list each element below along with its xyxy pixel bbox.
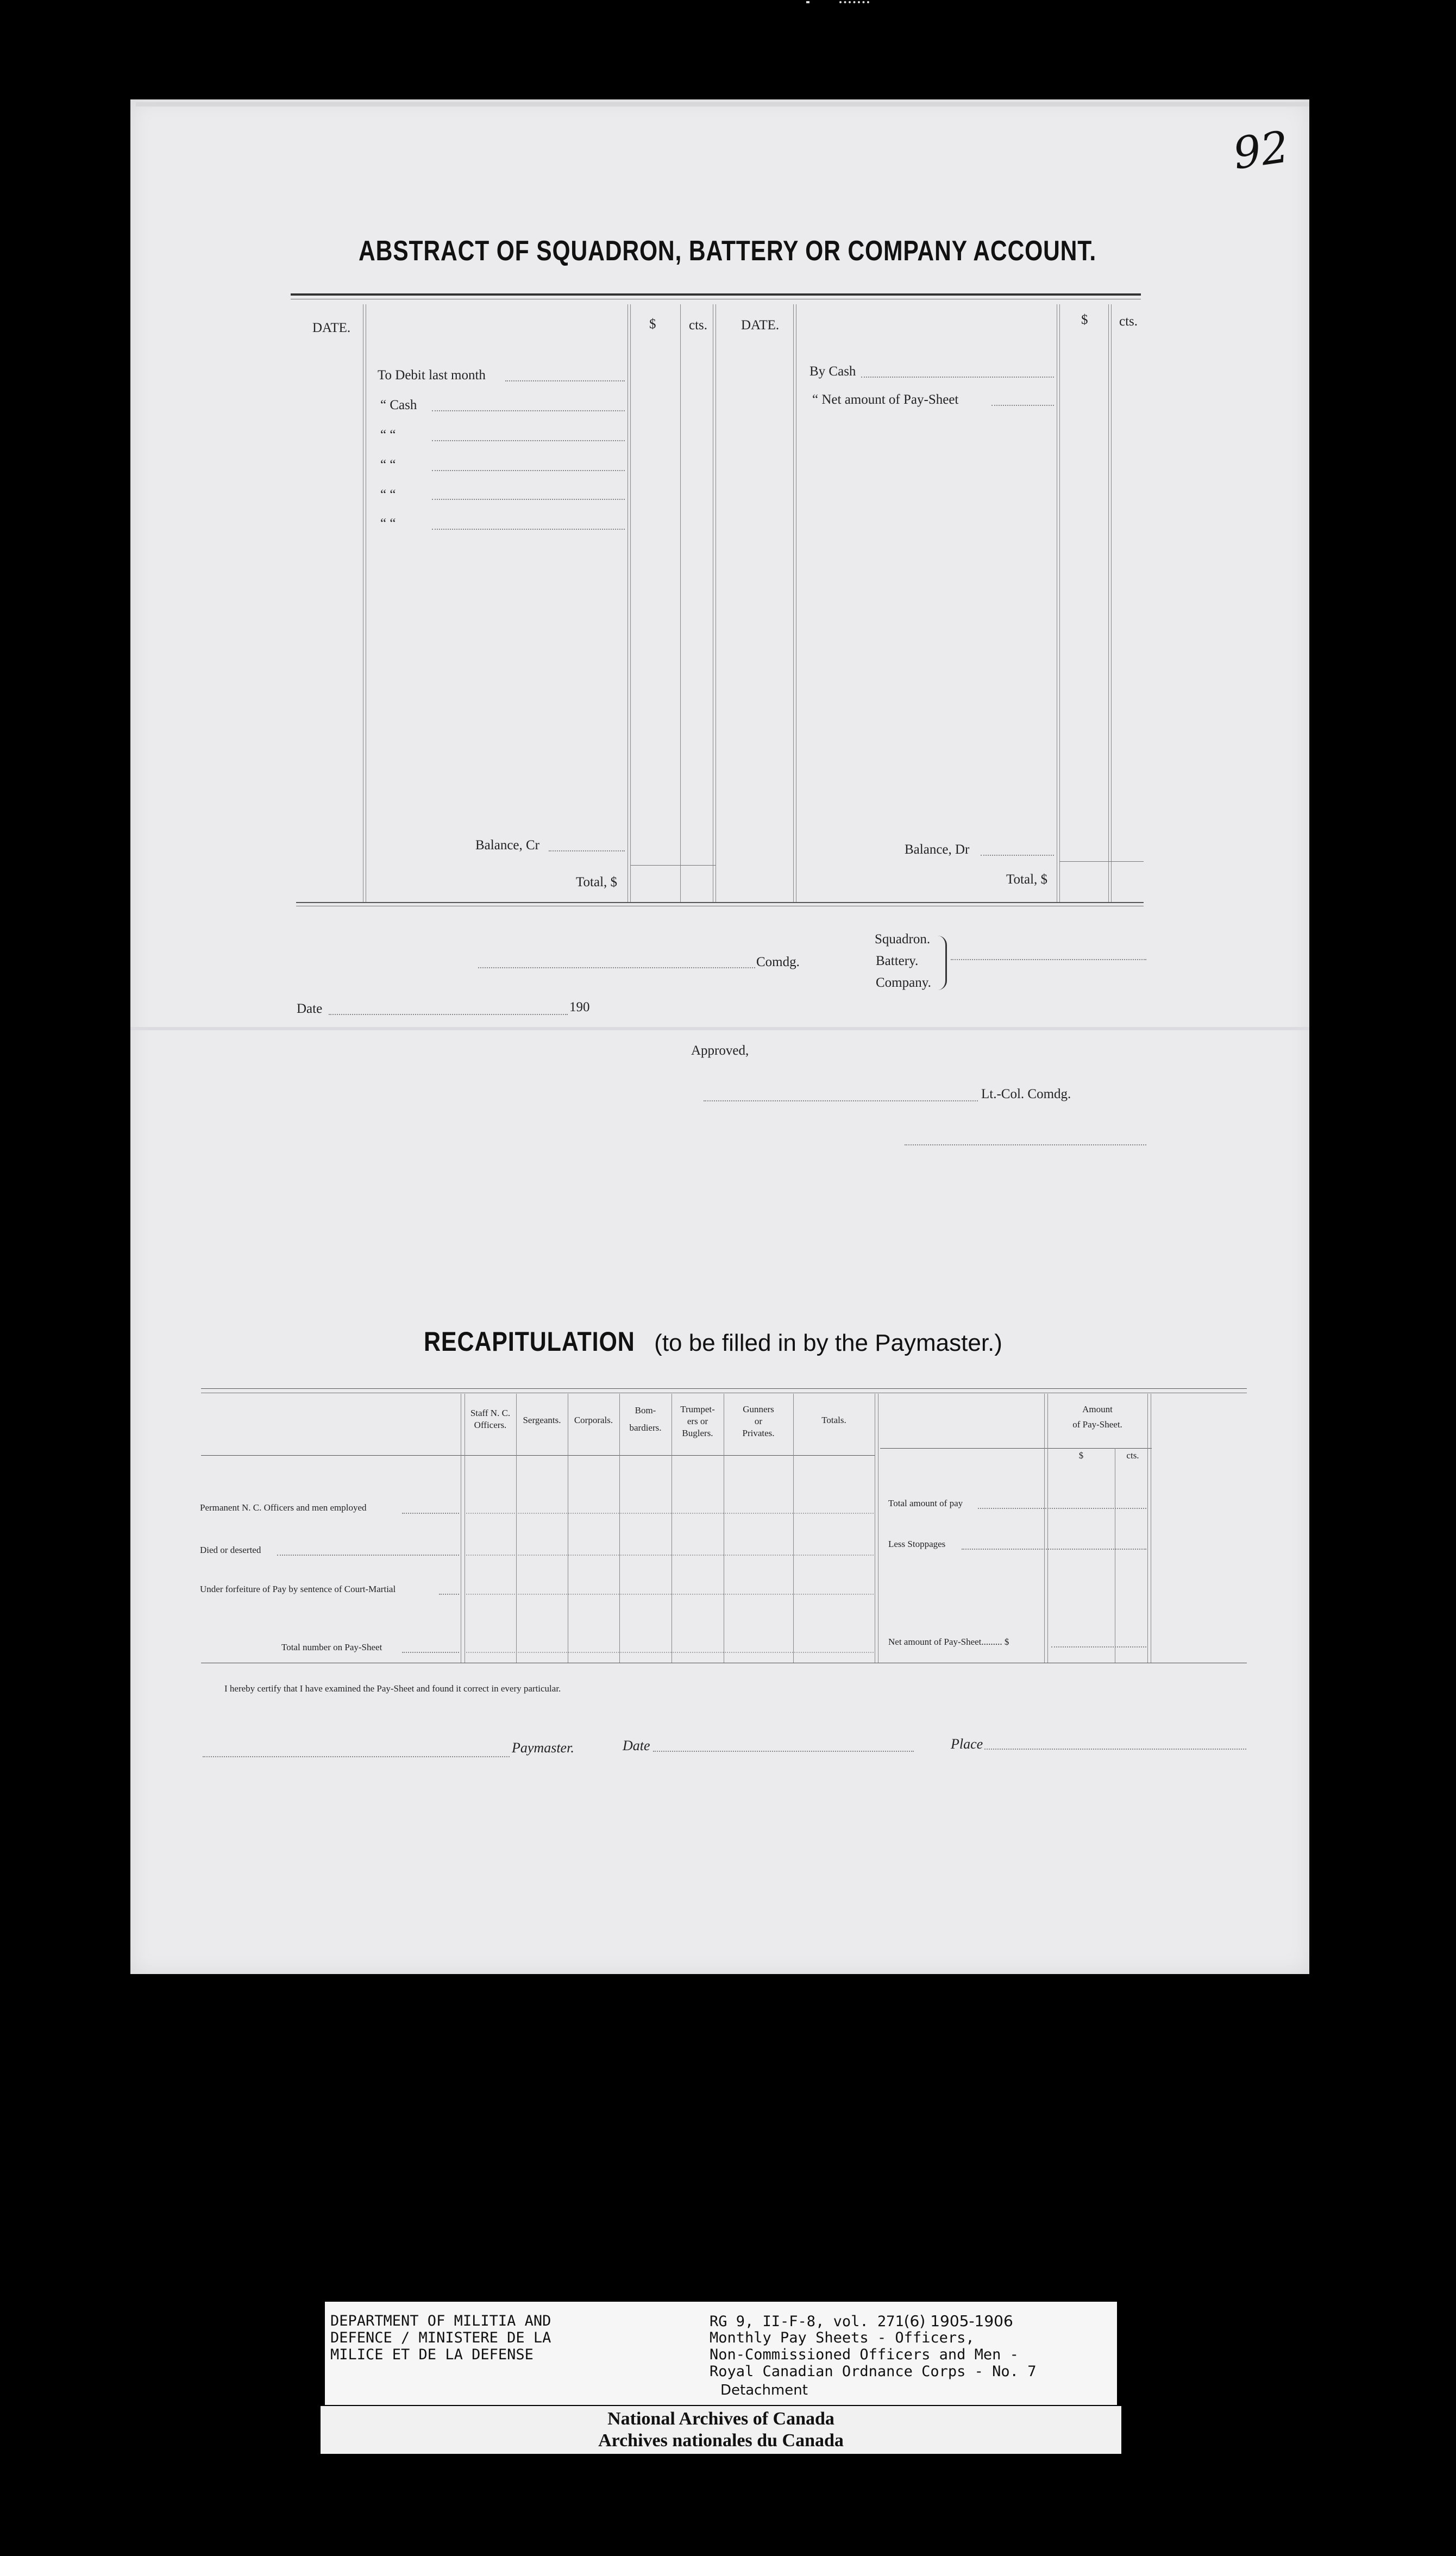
col-header-line: Totals. xyxy=(821,1415,846,1425)
fill-line xyxy=(432,499,625,500)
recap-title-rest: (to be filled in by the Paymaster.) xyxy=(647,1330,1002,1356)
unit-fill-line xyxy=(951,959,1146,960)
col-header-line: Corporals. xyxy=(574,1415,613,1425)
recap-title xyxy=(424,1326,1002,1357)
col-header-line: Sergeants. xyxy=(523,1415,561,1425)
reference-handwritten: (6) 1905-1906 xyxy=(903,2312,1013,2330)
fill-line xyxy=(439,1594,459,1595)
recap-row-employed: Permanent N. C. Officers and men employed xyxy=(200,1502,367,1513)
col-header-line: Privates. xyxy=(742,1428,775,1438)
right-date-header: DATE. xyxy=(741,318,780,333)
row-rule xyxy=(466,1513,874,1514)
fill-line xyxy=(962,1549,1146,1550)
col-header-line: ers or xyxy=(687,1416,708,1426)
net-amount-line: “ Net amount of Pay-Sheet xyxy=(812,392,959,407)
unit-option-battery: Battery. xyxy=(876,954,919,968)
col-header-totals xyxy=(793,1414,875,1426)
col-divider xyxy=(1108,304,1109,902)
cash-line: “ Cash xyxy=(380,398,417,412)
fill-line xyxy=(981,855,1054,856)
year-label: 190 xyxy=(569,1000,590,1014)
recap-row-total: Total number on Pay-Sheet xyxy=(281,1642,382,1652)
fill-line xyxy=(432,470,625,471)
row-rule xyxy=(466,1652,874,1653)
col-header-staff xyxy=(465,1407,516,1431)
right-cts-header: cts. xyxy=(1119,314,1138,329)
recap-divider xyxy=(1044,1394,1045,1663)
fill-line xyxy=(505,380,625,381)
by-cash-line: By Cash xyxy=(809,364,856,379)
total-amount-of-pay: Total amount of pay xyxy=(888,1498,963,1508)
table-top-rule xyxy=(291,293,1141,296)
unit-brace xyxy=(938,936,947,990)
col-divider xyxy=(630,304,631,902)
recap-divider xyxy=(516,1394,517,1663)
ditto-line: “ “ xyxy=(380,428,396,442)
film-mark xyxy=(806,1,809,3)
fill-line xyxy=(432,410,625,411)
paymaster-label: Paymaster. xyxy=(512,1740,574,1756)
left-date-header: DATE. xyxy=(312,321,351,335)
fill-line xyxy=(402,1652,459,1653)
col-divider xyxy=(627,304,628,902)
col-header-line: Trumpet- xyxy=(680,1404,715,1414)
col-divider xyxy=(793,304,794,902)
col-divider xyxy=(1111,304,1112,902)
unit-option-company: Company. xyxy=(876,975,931,990)
department-text: DEPARTMENT OF MILITIA AND DEFENCE / MINISTERE DE LA MILICE ET DE LA DEFENSE xyxy=(330,2313,551,2363)
recap-divider xyxy=(793,1394,794,1663)
balance-cr: Balance, Cr xyxy=(475,838,540,853)
debit-line: To Debit last month xyxy=(378,368,486,383)
fill-line xyxy=(277,1555,459,1556)
fill-line xyxy=(549,850,625,851)
comdg-signature-line xyxy=(478,967,755,968)
abstract-title: ABSTRACT OF SQUADRON, BATTERY OR COMPANY ACCOUNT. xyxy=(359,235,1097,267)
fill-line xyxy=(991,405,1054,406)
extra-signature-line xyxy=(905,1144,1146,1145)
amount-header-rule xyxy=(880,1448,1152,1449)
fill-line xyxy=(1051,1646,1146,1647)
table-bottom-rule xyxy=(296,902,1144,903)
approval-signature-line xyxy=(704,1100,978,1101)
ditto-line: “ “ xyxy=(380,487,396,502)
col-header-line: Gunners xyxy=(743,1404,774,1414)
net-amount-recap: Net amount of Pay-Sheet......... $ xyxy=(888,1637,1009,1647)
left-dollar-header: $ xyxy=(649,317,656,331)
left-cts-header: cts. xyxy=(689,318,708,333)
col-header-line: or xyxy=(754,1416,763,1426)
fill-line xyxy=(432,529,625,530)
archive-reference-label xyxy=(325,2302,1117,2405)
recap-divider xyxy=(619,1394,620,1663)
film-mark xyxy=(839,1,869,5)
col-header-sergeants xyxy=(516,1414,568,1426)
amount-header-line: Amount xyxy=(1082,1404,1113,1414)
reference-line xyxy=(710,2313,1013,2330)
series-description: Monthly Pay Sheets - Officers, Non-Commissioned Officers and Men - Royal Canadian Ordnance Corps - No. 7 xyxy=(710,2329,1037,2380)
row-rule xyxy=(466,1555,874,1556)
col-header-line: bardiers. xyxy=(629,1423,662,1433)
place-line xyxy=(984,1749,1246,1750)
paymaster-signature-line xyxy=(203,1756,510,1757)
fill-line xyxy=(432,440,625,441)
comdg-label: Comdg. xyxy=(756,955,800,969)
total-right: Total, $ xyxy=(1006,872,1048,887)
fill-line xyxy=(978,1508,1146,1509)
col-header-line: Officers. xyxy=(474,1420,507,1430)
recap-divider xyxy=(1147,1394,1148,1663)
certify-text: I hereby certify that I have examined the Pay-Sheet and found it correct in every particular. xyxy=(224,1683,561,1694)
archives-english: National Archives of Canada xyxy=(607,2409,834,2429)
sum-rule xyxy=(630,865,716,866)
amount-cts-header: cts. xyxy=(1126,1450,1139,1461)
ditto-line: “ “ xyxy=(380,516,396,531)
unit-option-squadron: Squadron. xyxy=(875,932,931,947)
archives-label xyxy=(321,2406,1121,2454)
amount-header xyxy=(1047,1404,1147,1431)
fold-line xyxy=(130,1027,1309,1030)
date-label: Date xyxy=(297,1001,323,1016)
amount-header-line: of Pay-Sheet. xyxy=(1072,1419,1122,1430)
archives-french: Archives nationales du Canada xyxy=(598,2430,844,2451)
col-header-line: Bom- xyxy=(635,1405,656,1415)
recap-divider xyxy=(1047,1394,1048,1663)
recap-header-rule xyxy=(201,1455,875,1456)
col-header-corporals xyxy=(568,1414,619,1426)
recap-row-forfeiture: Under forfeiture of Pay by sentence of Court-Martial xyxy=(200,1584,396,1594)
fill-line xyxy=(861,377,1054,378)
approved-label: Approved, xyxy=(691,1043,749,1058)
total-left: Total, $ xyxy=(576,875,618,889)
ditto-line: “ “ xyxy=(380,458,396,472)
recap-top-rule xyxy=(201,1388,1247,1389)
date-fill-line xyxy=(329,1014,568,1015)
recap-title-bold: RECAPITULATION xyxy=(424,1326,635,1357)
recap-date-label: Date xyxy=(623,1738,650,1753)
detachment-handwritten: Detachment xyxy=(720,2382,808,2398)
fill-line xyxy=(402,1513,459,1514)
place-label: Place xyxy=(951,1736,983,1752)
col-header-trumpeters xyxy=(671,1404,724,1439)
col-header-bombardiers xyxy=(619,1405,671,1434)
col-header-gunners xyxy=(724,1404,793,1439)
col-divider xyxy=(1059,304,1060,902)
page-number: 92 xyxy=(1230,121,1292,179)
col-header-line: Staff N. C. xyxy=(470,1408,511,1418)
lt-col-label: Lt.-Col. Comdg. xyxy=(981,1087,1071,1101)
col-divider xyxy=(680,304,681,902)
less-stoppages: Less Stoppages xyxy=(888,1539,946,1549)
row-rule xyxy=(466,1594,874,1595)
recap-date-line xyxy=(653,1751,914,1752)
amount-dollar-header: $ xyxy=(1078,1450,1084,1461)
sum-rule xyxy=(1059,861,1144,862)
balance-dr: Balance, Dr xyxy=(905,842,970,857)
sheet-top-edge xyxy=(136,102,1309,106)
right-dollar-header: $ xyxy=(1081,312,1088,327)
reference-text: RG 9, II-F-8, vol. 271 xyxy=(710,2313,904,2330)
col-header-line: Buglers. xyxy=(682,1428,713,1438)
recap-row-died: Died or deserted xyxy=(200,1545,261,1555)
